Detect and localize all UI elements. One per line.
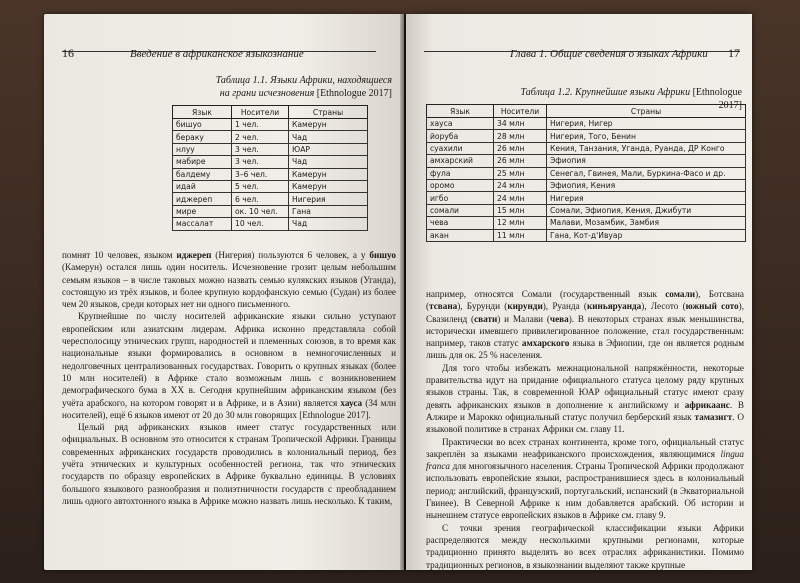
language-cell: нлуу (173, 143, 232, 155)
table-header-cell: Страны (547, 105, 746, 118)
language-cell: оромо (427, 179, 494, 191)
language-cell: акан (427, 229, 494, 241)
table-row (427, 217, 746, 229)
table-row (173, 180, 368, 192)
right-body-text (426, 288, 744, 570)
countries-cell: Малави, Мозамбик, Замбия (547, 217, 746, 229)
countries-cell: Нигерия (289, 193, 368, 205)
table-row (173, 193, 368, 205)
language-cell: амхарский (427, 155, 494, 167)
language-cell: йоруба (427, 130, 494, 142)
left-running-head (62, 46, 376, 60)
table-header-row (173, 106, 368, 119)
table-row (427, 192, 746, 204)
table-row (427, 118, 746, 130)
table-1-2-source: [Ethnologue 2017] (692, 87, 742, 111)
speakers-cell: 28 млн (494, 130, 547, 142)
table-1-2-body (427, 118, 746, 242)
speakers-cell: 25 млн (494, 167, 547, 179)
table-row (427, 155, 746, 167)
table-1-1-caption-line1: Таблица 1.1. Языки Африки, находящиеся (215, 75, 392, 86)
speakers-cell: 5 чел. (232, 180, 289, 192)
countries-cell: Эфиопия (547, 155, 746, 167)
language-cell: игбо (427, 192, 494, 204)
countries-cell: Нигерия (547, 192, 746, 204)
left-body-text (62, 249, 396, 507)
left-running-head-title: Введение в африканское языкознание (130, 48, 304, 60)
table-header-cell: Носители (494, 105, 547, 118)
language-cell: хауса (427, 118, 494, 130)
right-page-number: 17 (728, 46, 740, 60)
table-1-2 (426, 104, 746, 242)
paragraph: Для того чтобы избежать межнациональной напряжённости, некоторые правительства идут на придание официального статуса целому ряду крупных языков страны. Так, в современной ЮАР официальный статус имеют сразу девять африканских языков в дополнение к английскому и африкаанс. В Алжире и Марокко официальный статус получил берберский язык тамазигт. О языковой политике в странах Африки см. главу 11. (426, 362, 745, 435)
speakers-cell: 24 млн (494, 179, 547, 191)
table-1-1-caption-line2: на грани исчезновения (219, 88, 315, 99)
speakers-cell: 34 млн (494, 118, 547, 130)
language-cell: мабире (173, 156, 232, 168)
speakers-cell: 26 млн (494, 155, 547, 167)
right-page (406, 14, 752, 570)
speakers-cell: 1 чел. (232, 119, 289, 131)
countries-cell: Эфиопия, Кения (547, 179, 746, 191)
right-running-head (424, 46, 740, 60)
language-cell: массалат (173, 218, 232, 230)
countries-cell: Сомали, Эфиопия, Кения, Джибути (547, 204, 746, 216)
table-row (427, 130, 746, 142)
language-cell: бераку (173, 131, 232, 143)
countries-cell: Камерун (289, 119, 368, 131)
speakers-cell: 15 млн (494, 204, 547, 216)
language-cell: балдему (173, 168, 232, 180)
speakers-cell: 26 млн (494, 142, 547, 154)
table-row (173, 143, 368, 155)
table-1-1-source: [Ethnologue 2017] (316, 88, 392, 99)
table-row (173, 168, 368, 180)
table-1-2-caption-text: Таблица 1.2. Крупнейшие языки Африки (520, 87, 691, 98)
language-cell: чева (427, 217, 494, 229)
speakers-cell: 11 млн (494, 229, 547, 241)
countries-cell: Нигерия, Нигер (547, 118, 746, 130)
speakers-cell: 3–6 чел. (232, 168, 289, 180)
countries-cell: Гана (289, 205, 368, 217)
paragraph: Практически во всех странах континента, кроме того, официальный статус закреплён за языками неафриканского происхождения, являющимися lingua franca для многоязычного населения. Страны Тропической Африки продолжают использовать европейские языки, распространившиеся здесь в колониальный период: английский, французский, португальский, испанский (в Экваториальной Гвинее). В Северной Африке к ним добавляется арабский. Об истории и нынешнем статусе европейских языков в Африке см. главу 9. (426, 436, 744, 521)
speakers-cell: 2 чел. (232, 131, 289, 143)
table-1-1-body (173, 119, 368, 231)
countries-cell: ЮАР (289, 143, 368, 155)
left-page-number: 16 (62, 46, 74, 60)
language-cell: сомали (427, 204, 494, 216)
table-row (173, 218, 368, 230)
countries-cell: Нигерия, Того, Бенин (547, 130, 746, 142)
language-cell: суахили (427, 142, 494, 154)
table-header-cell: Носители (232, 106, 289, 119)
speakers-cell: ок. 10 чел. (232, 205, 289, 217)
countries-cell: Камерун (289, 180, 368, 192)
countries-cell: Сенегал, Гвинея, Мали, Буркина-Фасо и др. (547, 167, 746, 179)
countries-cell: Гана, Кот-д'Ивуар (547, 229, 746, 241)
paragraph: Крупнейшие по числу носителей африканские языки сильно уступают европейским или азиатским лидерам. Африка исконно представляла собой чересполосицу этнических групп, народностей и племенных союзов, в то время как национальные языки формировались в основном в немногочисленных и недолговечных централизованных государствах. Говорить о крупных языках (более 10 млн носителей) в Африке стало возможным лишь с возникновением демографического бума в XX в. Сегодня крупнейшим африканским языком (без учёта арабского, на котором говорят и в Африке, и в Азии) является хауса (34 млн носителей), ещё 6 языков имеют от 20 до 30 млн говорящих [Ethnologue 2017]. (62, 311, 397, 420)
left-page (44, 14, 404, 570)
table-row (427, 142, 746, 154)
paragraph: С точки зрения географической классификации языки Африки распределяются между несколькими крупными регионами, которые традиционно принято выделять во всех отраслях африканистики. Помимо традиционных регионов, в языкознании выделяют также крупные (426, 522, 744, 570)
language-cell: иджереп (173, 193, 232, 205)
speakers-cell: 10 чел. (232, 218, 289, 230)
countries-cell: Кения, Танзания, Уганда, Руанда, ДР Конго (547, 142, 746, 154)
countries-cell: Чад (289, 156, 368, 168)
table-1-1 (172, 105, 368, 231)
table-row (427, 204, 746, 216)
countries-cell: Чад (289, 131, 368, 143)
speakers-cell: 12 млн (494, 217, 547, 229)
countries-cell: Камерун (289, 168, 368, 180)
language-cell: бишуо (173, 119, 232, 131)
table-header-row (427, 105, 746, 118)
table-row (427, 229, 746, 241)
table-row (173, 205, 368, 217)
language-cell: идай (173, 180, 232, 192)
table-row (173, 131, 368, 143)
table-1-1-caption (194, 74, 392, 100)
paragraph: например, относятся Сомали (государственный язык сомали), Ботсвана (тсвана), Бурунди (кирунди), Руанда (киньяруанда), Лесото (южный сото), Свазиленд (свати) и Малави (чева). В некоторых странах язык меньшинства, исторически имевшего привилегированное положение, стал государственным: например, таков статус амхарского языка в Эфиопии, где он является родным лишь для ок. 25 % населения. (426, 289, 745, 361)
table-row (427, 179, 746, 191)
table-header-cell: Страны (289, 106, 368, 119)
speakers-cell: 24 млн (494, 192, 547, 204)
right-running-head-title: Глава 1. Общие сведения о языках Африки (510, 48, 708, 60)
language-cell: фула (427, 167, 494, 179)
table-row (173, 156, 368, 168)
paragraph: Целый ряд африканских языков имеет статус государственных или официальных. В основном это относится к странам Тропической Африки. Границы современных африканских государств проводились в колониальный период, без учёта этнических и культурных особенностей региона, так что этнических государств по образцу европейских в Африке буквально единицы. В условиях большого языкового разнообразия и полиэтничности государств с преобладанием лишь одного автохтонного языка в Африке можно назвать лишь несколько. К таким, (62, 422, 396, 506)
countries-cell: Чад (289, 218, 368, 230)
table-header-cell: Язык (173, 106, 232, 119)
language-cell: мире (173, 205, 232, 217)
speakers-cell: 3 чел. (232, 143, 289, 155)
table-row (173, 119, 368, 131)
speakers-cell: 3 чел. (232, 156, 289, 168)
paragraph: помнят 10 человек, языком иджереп (Нигерия) пользуются 6 человек, а у бишуо (Камерун) остался лишь один носитель. Исчезновение грозит целым небольшим семьям языков – в числе таковых можно назвать семью кулякских языков (Уганда), состоящую из трёх языков, и более крупную кордофанскую семью (Судан) из более чем 20 языков, среди которых нет ни одного письменного. (62, 250, 396, 310)
speakers-cell: 6 чел. (232, 193, 289, 205)
table-row (427, 167, 746, 179)
table-header-cell: Язык (427, 105, 494, 118)
